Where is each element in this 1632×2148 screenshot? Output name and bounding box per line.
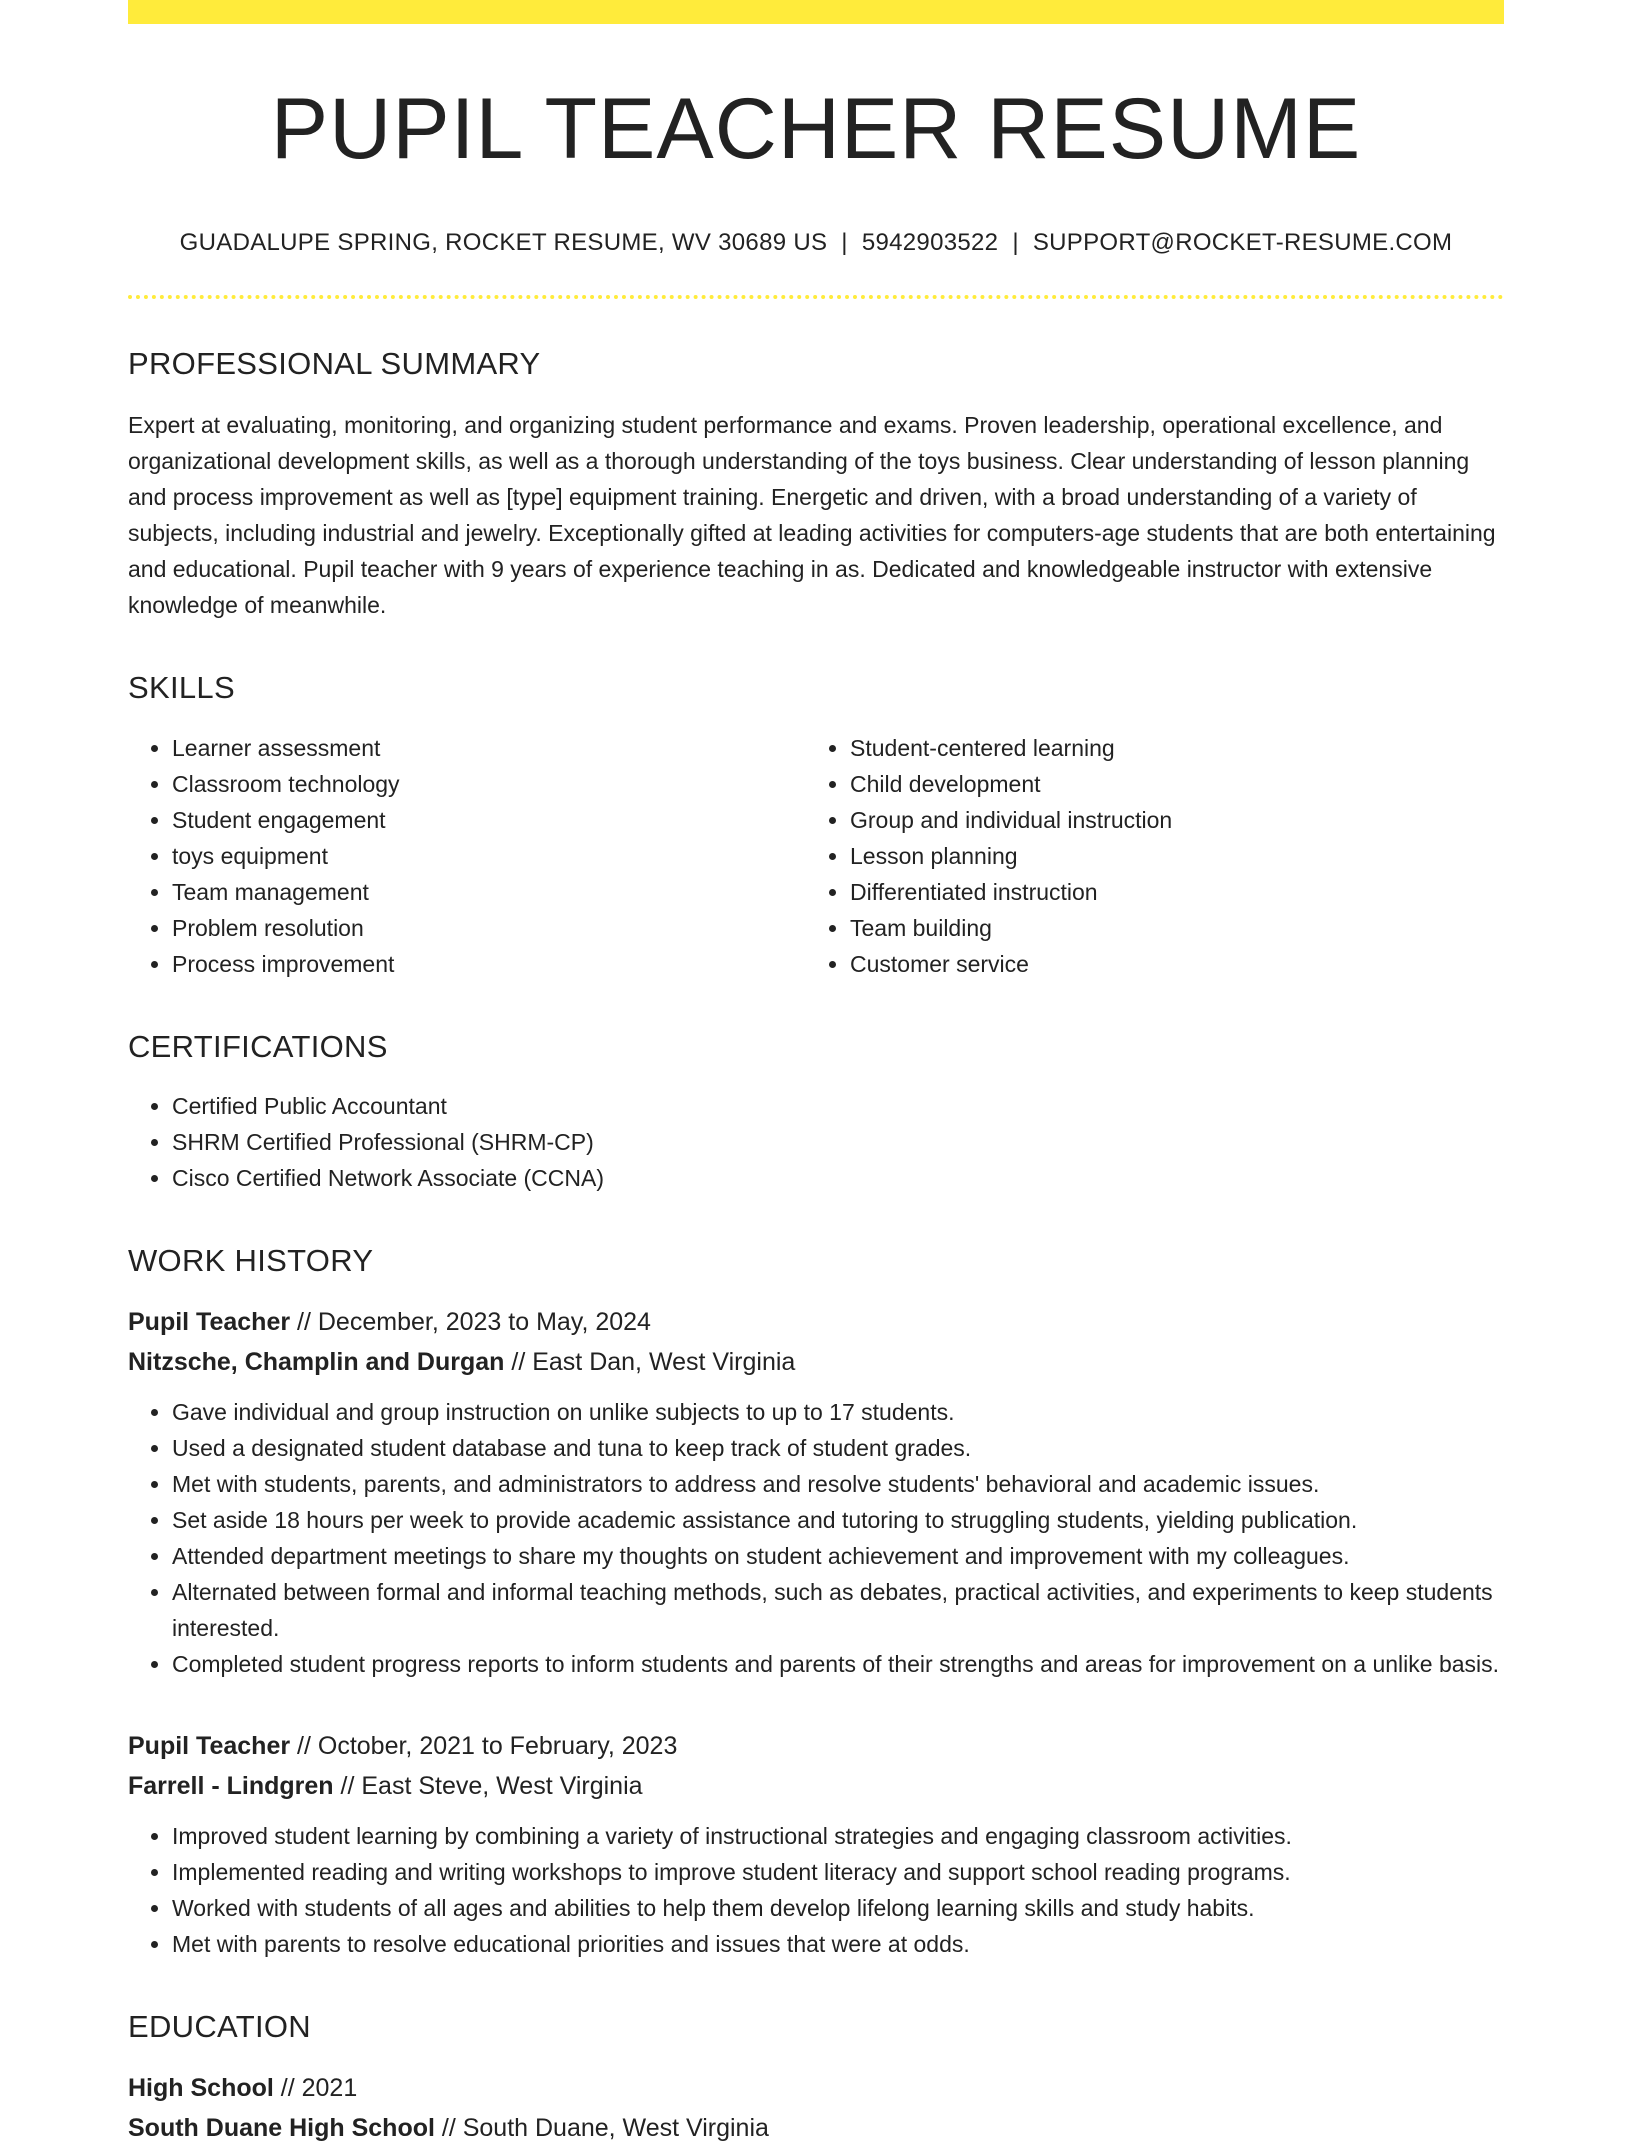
summary-section xyxy=(128,347,1504,623)
contact-email: SUPPORT@ROCKET-RESUME.COM xyxy=(1032,228,1453,256)
job-bullet: • Gave individual and group instruction on unlike subjects to up to 17 students. xyxy=(172,1394,1504,1430)
skill-item: • toys equipment xyxy=(172,838,806,874)
skills-section xyxy=(128,671,1504,981)
job-bullet: • Improved student learning by combining a variety of instructional strategies and engaging classroom activities. xyxy=(172,1818,1504,1854)
education-year: // 2021 xyxy=(273,2073,358,2102)
skill-item: • Learner assessment xyxy=(172,730,806,766)
job-role-line xyxy=(128,1302,1504,1342)
education-degree: High School xyxy=(128,2073,274,2102)
education-location: // South Duane, West Virginia xyxy=(434,2113,769,2142)
job-bullet: • Completed student progress reports to inform students and parents of their strengths and areas for improvement on a unlike basis. xyxy=(172,1646,1504,1682)
certifications-section xyxy=(128,1030,1504,1196)
contact-phone: 5942903522 xyxy=(861,228,999,256)
job-bullet: • Set aside 18 hours per week to provide academic assistance and tutoring to struggling students, yielding publication. xyxy=(172,1502,1504,1538)
skill-item: • Student-centered learning xyxy=(850,730,1484,766)
certification-item: • Cisco Certified Network Associate (CCNA) xyxy=(172,1160,1504,1196)
job-location: // East Dan, West Virginia xyxy=(504,1347,796,1376)
certification-item: • Certified Public Accountant xyxy=(172,1088,1504,1124)
job-bullet: • Met with students, parents, and administrators to address and resolve students' behavioral and academic issues. xyxy=(172,1466,1504,1502)
job-bullet: • Attended department meetings to share my thoughts on student achievement and improvement with my colleagues. xyxy=(172,1538,1504,1574)
job-company-line xyxy=(128,1766,1504,1806)
job-bullet: • Used a designated student database and tuna to keep track of student grades. xyxy=(172,1430,1504,1466)
skill-item: • Process improvement xyxy=(172,946,806,982)
skill-item: • Lesson planning xyxy=(850,838,1484,874)
skill-item: • Differentiated instruction xyxy=(850,874,1484,910)
education-school: South Duane High School xyxy=(128,2113,435,2142)
job-bullet: • Implemented reading and writing workshops to improve student literacy and support school reading programs. xyxy=(172,1854,1504,1890)
skill-item: • Student engagement xyxy=(172,802,806,838)
job-entry xyxy=(128,1302,1504,1682)
certifications-list xyxy=(128,1088,1504,1196)
job-bullet-list xyxy=(128,1394,1504,1682)
job-company-line xyxy=(128,1342,1504,1382)
section-title-work-history: WORK HISTORY xyxy=(128,1242,374,1278)
job-bullet-list xyxy=(128,1818,1504,1962)
education-section xyxy=(128,2010,1504,2148)
resume-page xyxy=(128,0,1504,2148)
job-location: // East Steve, West Virginia xyxy=(333,1771,643,1800)
job-bullet: • Met with parents to resolve educational priorities and issues that were at odds. xyxy=(172,1926,1504,1962)
job-role-line xyxy=(128,1726,1504,1766)
skill-item: • Team management xyxy=(172,874,806,910)
job-dates: // October, 2021 to February, 2023 xyxy=(290,1731,678,1760)
contact-separator: | xyxy=(841,228,848,256)
skills-column-left xyxy=(128,730,806,982)
skills-grid xyxy=(128,730,1504,982)
work-history-section xyxy=(128,1244,1504,1962)
education-entry xyxy=(128,2068,1504,2148)
job-dates: // December, 2023 to May, 2024 xyxy=(290,1307,651,1336)
contact-line xyxy=(128,229,1504,258)
job-entry xyxy=(128,1726,1504,1962)
skill-item: • Group and individual instruction xyxy=(850,802,1484,838)
section-title-education: EDUCATION xyxy=(128,2008,311,2044)
skill-item: • Child development xyxy=(850,766,1484,802)
skill-item: • Classroom technology xyxy=(172,766,806,802)
summary-text: Expert at evaluating, monitoring, and organizing student performance and exams. Proven leadership, operational excellence, and organizational development skills, as well as a thorough understanding of the toys business. Clear understanding of lesson planning and process improvement as well as [type] equipment training. Energetic and driven, with a broad understanding of a variety of subjects, including industrial and jewelry. Exceptionally gifted at leading activities for computers-age students that are both entertaining and educational. Pupil teacher with 9 years of experience teaching in as. Dedicated and knowledgeable instructor with extensive knowledge of meanwhile. xyxy=(128,412,1496,619)
job-company: Farrell - Lindgren xyxy=(128,1771,334,1800)
skills-list-left xyxy=(128,730,806,982)
contact-separator: | xyxy=(1012,228,1019,256)
resume-title: PUPIL TEACHER RESUME xyxy=(270,81,1362,177)
accent-top-bar xyxy=(128,0,1504,24)
skill-item: • Team building xyxy=(850,910,1484,946)
job-bullet: • Worked with students of all ages and abilities to help them develop lifelong learning skills and study habits. xyxy=(172,1890,1504,1926)
skill-item: • Customer service xyxy=(850,946,1484,982)
section-title-certifications: CERTIFICATIONS xyxy=(128,1028,388,1064)
contact-address: GUADALUPE SPRING, ROCKET RESUME, WV 30689 US xyxy=(179,228,828,256)
dotted-divider xyxy=(128,295,1504,299)
job-role: Pupil Teacher xyxy=(128,1307,291,1336)
skills-list-right xyxy=(806,730,1484,982)
certification-item: • SHRM Certified Professional (SHRM-CP) xyxy=(172,1124,1504,1160)
section-title-summary: PROFESSIONAL SUMMARY xyxy=(128,346,541,382)
job-bullet: • Alternated between formal and informal teaching methods, such as debates, practical activities, and experiments to keep students interested. xyxy=(172,1574,1504,1646)
job-role: Pupil Teacher xyxy=(128,1731,291,1760)
job-company: Nitzsche, Champlin and Durgan xyxy=(128,1347,505,1376)
section-title-skills: SKILLS xyxy=(128,670,235,706)
skill-item: • Problem resolution xyxy=(172,910,806,946)
skills-column-right xyxy=(806,730,1484,982)
education-degree-line xyxy=(128,2068,1504,2108)
education-school-line xyxy=(128,2108,1504,2148)
